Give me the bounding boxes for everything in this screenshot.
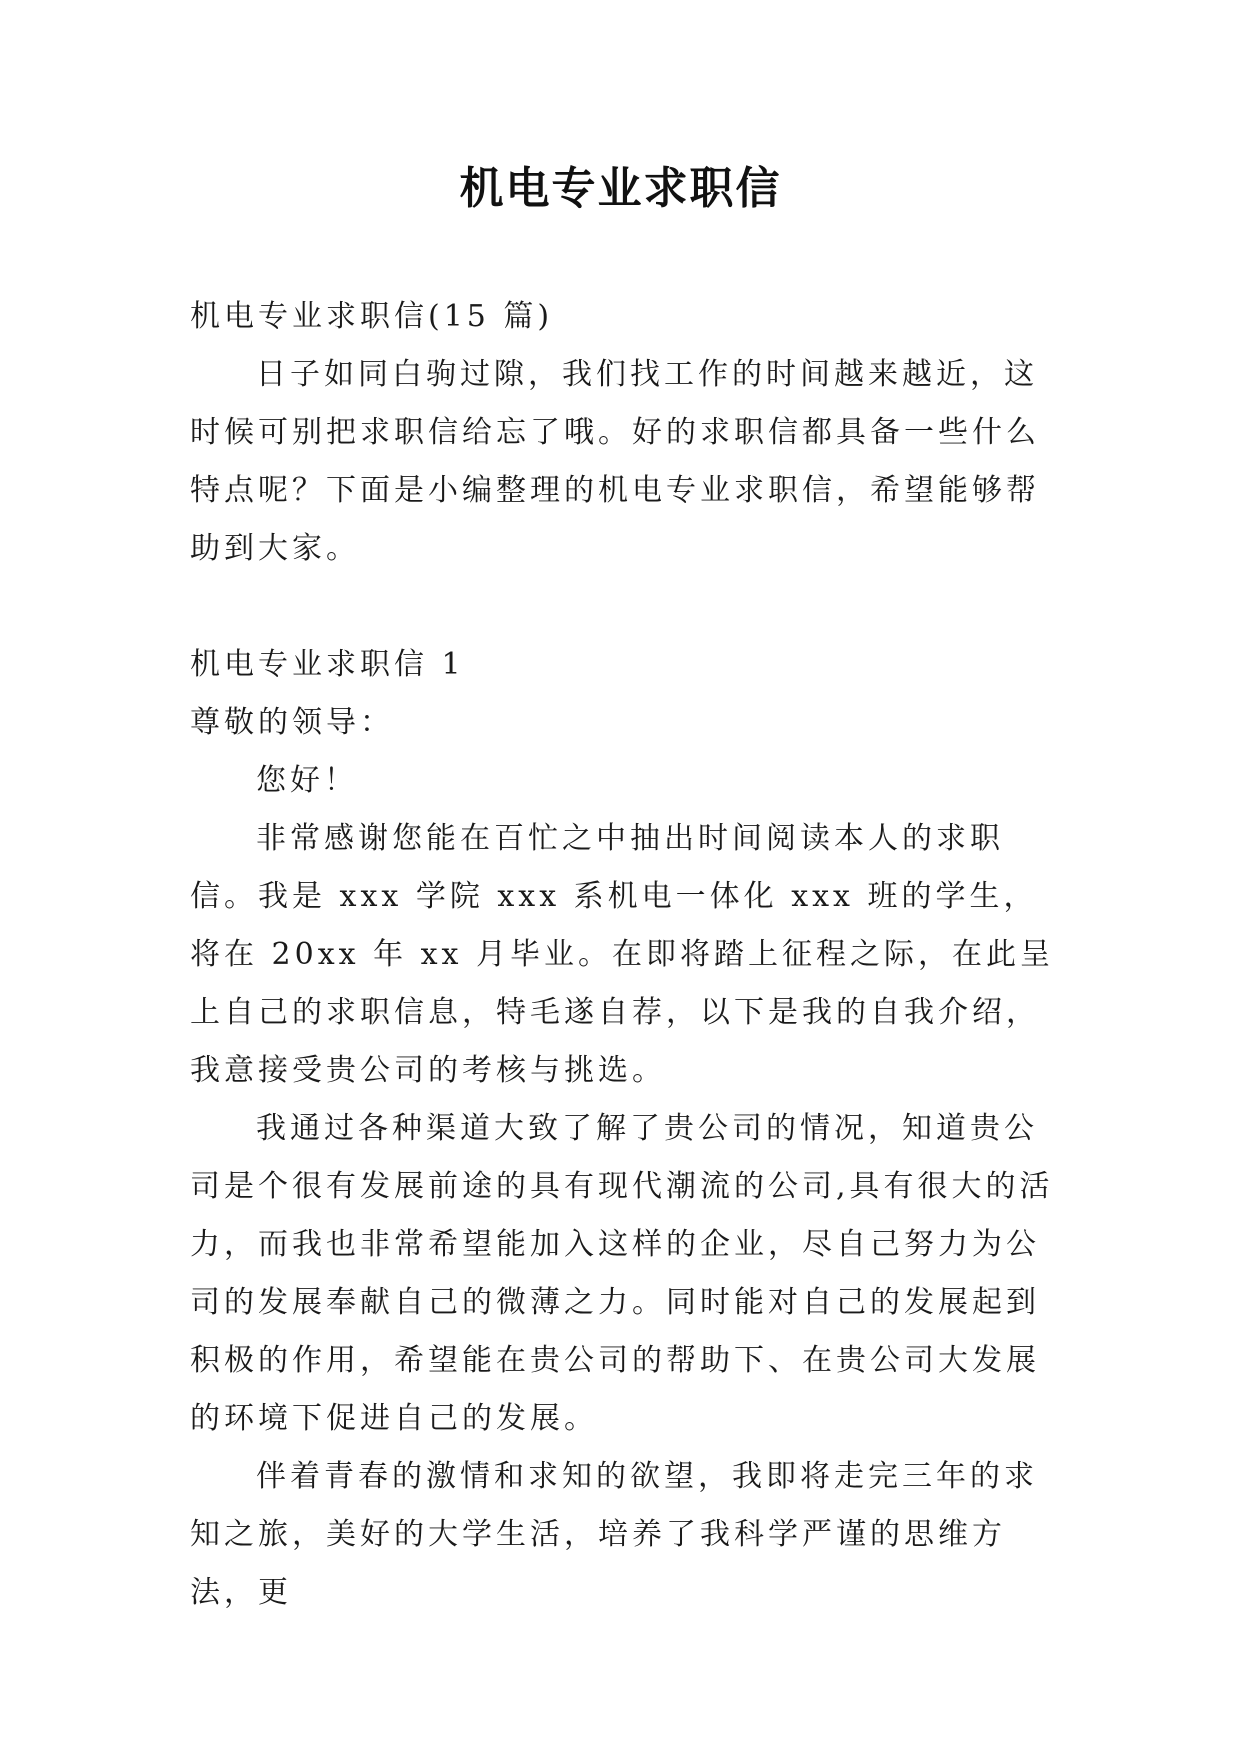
document-body [190,288,1060,1622]
intro-paragraph: 日子如同白驹过隙，我们找工作的时间越来越近，这时候可别把求职信给忘了哦。好的求职信都具备一些什么特点呢？下面是小编整理的机电专业求职信，希望能够帮助到大家。 [190,357,1040,566]
body-paragraph: 我通过各种渠道大致了解了贵公司的情况，知道贵公司是个很有发展前途的具有现代潮流的公司,具有很大的活力，而我也非常希望能加入这样的企业，尽自己努力为公司的发展奉献自己的微薄之力。同时能对自己的发展起到积极的作用，希望能在贵公司的帮助下、在贵公司大发展的环境下促进自己的发展。 [190,1111,1054,1436]
document-subtitle: 机电专业求职信(15 篇) [190,299,554,334]
salutation: 尊敬的领导： [190,705,394,740]
body-paragraph: 非常感谢您能在百忙之中抽出时间阅读本人的求职信。我是 xxx 学院 xxx 系机电一体化 xxx 班的学生，将在 20xx 年 xx 月毕业。在即将踏上征程之际，在此呈上自己的求职信息，特毛遂自荐，以下是我的自我介绍，我意接受贵公司的考核与挑选。 [190,821,1054,1088]
section-heading: 机电专业求职信 1 [190,647,465,682]
body-paragraph: 伴着青春的激情和求知的欲望，我即将走完三年的求知之旅，美好的大学生活，培养了我科学严谨的思维方法，更 [190,1459,1038,1610]
document-title: 机电专业求职信 [459,163,782,214]
section-spacer [190,578,1060,636]
greeting: 您好！ [256,763,358,798]
